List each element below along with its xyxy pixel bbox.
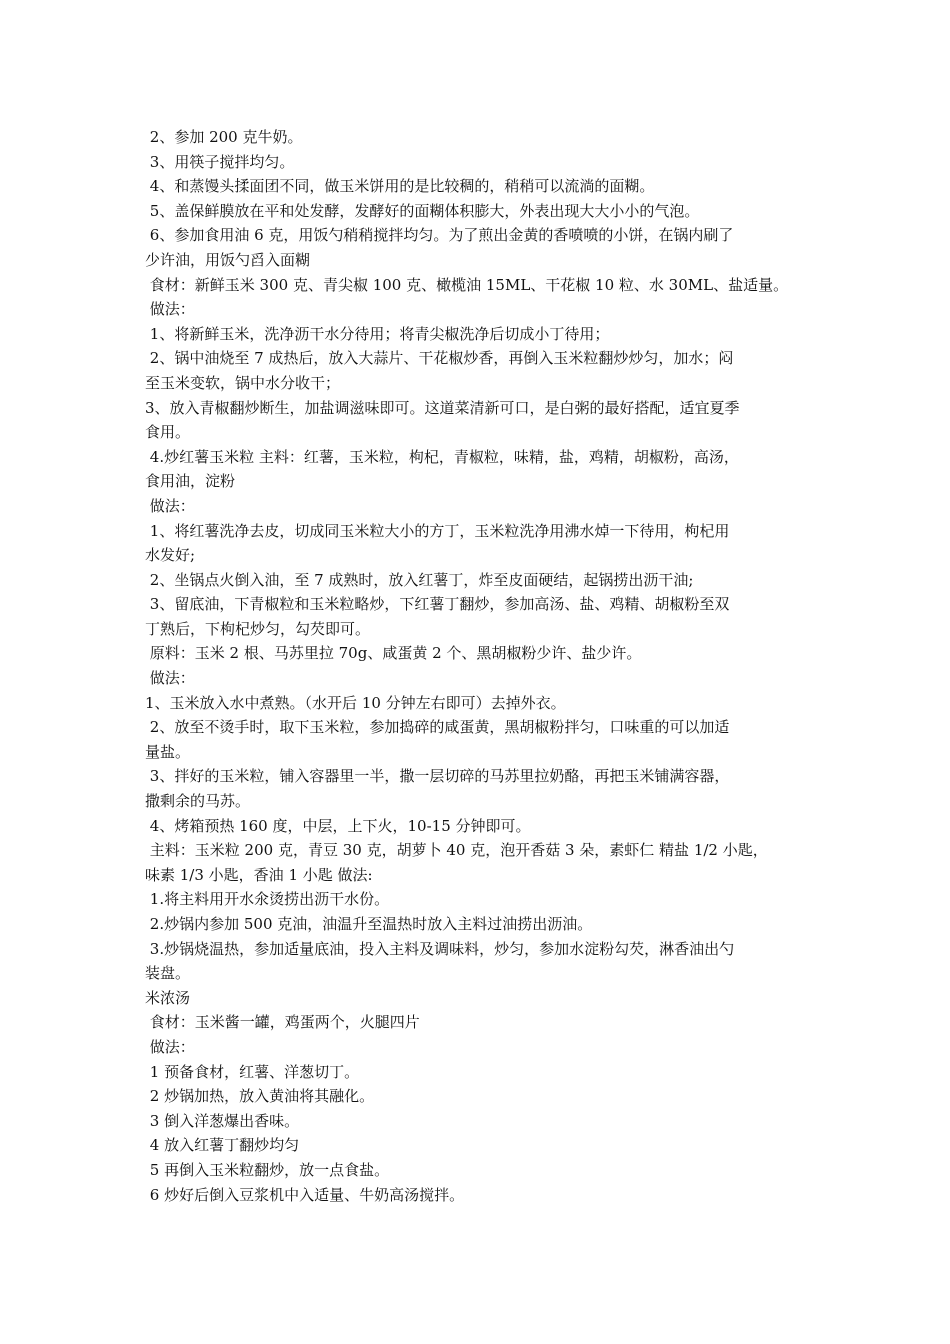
text-line: 主料：玉米粒 200 克，青豆 30 克，胡萝卜 40 克，泡开香菇 3 朵，素虾仁 精盐 1/2 小匙， bbox=[145, 841, 768, 860]
text-line: 2、放至不烫手时，取下玉米粒，参加捣碎的咸蛋黄，黑胡椒粉拌匀，口味重的可以加适 bbox=[145, 718, 730, 737]
text-line: 食用。 bbox=[145, 423, 191, 442]
text-line: 味素 1/3 小匙，香油 1 小匙 做法: bbox=[145, 865, 373, 884]
text-line: 1.将主料用开水氽烫捞出沥干水份。 bbox=[145, 890, 390, 909]
text-line: 食材：玉米酱一罐，鸡蛋两个，火腿四片 bbox=[145, 1013, 420, 1032]
text-line: 米浓汤 bbox=[145, 988, 191, 1007]
text-line: 1、将红薯洗净去皮，切成同玉米粒大小的方丁，玉米粒洗净用沸水焯一下待用，枸杞用 bbox=[145, 521, 730, 540]
text-line: 1、玉米放入水中煮熟。（水开后 10 分钟左右即可）去掉外衣。 bbox=[145, 693, 566, 712]
text-line: 少许油，用饭勺舀入面糊 bbox=[145, 250, 311, 269]
text-line: 1、将新鲜玉米，洗净沥干水分待用；将青尖椒洗净后切成小丁待用； bbox=[145, 324, 610, 343]
text-line: 3、拌好的玉米粒，铺入容器里一半，撒一层切碎的马苏里拉奶酪，再把玉米铺满容器， bbox=[145, 767, 730, 786]
text-line: 4 放入红薯丁翻炒均匀 bbox=[145, 1136, 300, 1155]
document-body bbox=[145, 125, 810, 1207]
text-line: 4、和蒸馒头揉面团不同，做玉米饼用的是比较稠的，稍稍可以流淌的面糊。 bbox=[145, 177, 655, 196]
text-line: 4.炒红薯玉米粒 主料：红薯，玉米粒，枸杞，青椒粒，味精，盐，鸡精，胡椒粉，高汤， bbox=[145, 447, 739, 466]
text-line: 3、放入青椒翻炒断生，加盐调滋味即可。这道菜清新可口，是白粥的最好搭配，适宜夏季 bbox=[145, 398, 740, 417]
text-line: 2、坐锅点火倒入油，至 7 成熟时，放入红薯丁，炸至皮面硬结，起锅捞出沥干油; bbox=[145, 570, 694, 589]
text-line: 2、锅中油烧至 7 成热后，放入大蒜片、干花椒炒香，再倒入玉米粒翻炒炒匀，加水；闷 bbox=[145, 349, 734, 368]
text-line: 食用油，淀粉 bbox=[145, 472, 236, 491]
text-line: 3.炒锅烧温热，参加适量底油，投入主料及调味料，炒匀，参加水淀粉勾芡，淋香油出勺 bbox=[145, 939, 735, 958]
text-line: 做法： bbox=[145, 1037, 195, 1056]
text-line: 做法： bbox=[145, 669, 195, 688]
text-line: 装盘。 bbox=[145, 964, 191, 983]
text-line: 2 炒锅加热，放入黄油将其融化。 bbox=[145, 1087, 375, 1106]
text-line: 丁熟后，下枸杞炒匀，勾芡即可。 bbox=[145, 619, 371, 638]
text-line: 2.炒锅内参加 500 克油，油温升至温热时放入主料过油捞出沥油。 bbox=[145, 915, 593, 933]
text-line: 2、参加 200 克牛奶。 bbox=[145, 128, 303, 146]
text-line: 5 再倒入玉米粒翻炒，放一点食盐。 bbox=[145, 1160, 390, 1179]
text-line: 至玉米变软，锅中水分收干； bbox=[145, 373, 341, 392]
text-line: 6 炒好后倒入豆浆机中入适量、牛奶高汤搅拌。 bbox=[145, 1185, 465, 1204]
text-line: 撒剩余的马苏。 bbox=[145, 792, 251, 811]
text-line: 6、参加食用油 6 克，用饭勺稍稍搅拌均匀。为了煎出金黄的香喷喷的小饼，在锅内刷了 bbox=[145, 226, 734, 245]
text-line: 5、盖保鲜膜放在平和处发酵，发酵好的面糊体积膨大，外表出现大大小小的气泡。 bbox=[145, 201, 700, 220]
text-line: 原料：玉米 2 根、马苏里拉 70g、咸蛋黄 2 个、黑胡椒粉少许、盐少许。 bbox=[145, 644, 642, 663]
text-line: 做法： bbox=[145, 300, 195, 319]
text-line: 水发好; bbox=[145, 546, 196, 565]
text-line: 3、留底油，下青椒粒和玉米粒略炒，下红薯丁翻炒，参加高汤、盐、鸡精、胡椒粉至双 bbox=[145, 595, 730, 614]
text-line: 食材：新鲜玉米 300 克、青尖椒 100 克、橄榄油 15ML、干花椒 10 粒、水 30ML、盐适量。 bbox=[145, 275, 789, 294]
text-line: 1 预备食材，红薯、洋葱切丁。 bbox=[145, 1062, 360, 1081]
text-line: 3、用筷子搅拌均匀。 bbox=[145, 152, 295, 171]
text-line: 量盐。 bbox=[145, 742, 191, 761]
text-line: 做法： bbox=[145, 496, 195, 515]
text-line: 3 倒入洋葱爆出香味。 bbox=[145, 1111, 300, 1130]
text-line: 4、烤箱预热 160 度，中层，上下火，10-15 分钟即可。 bbox=[145, 816, 531, 835]
